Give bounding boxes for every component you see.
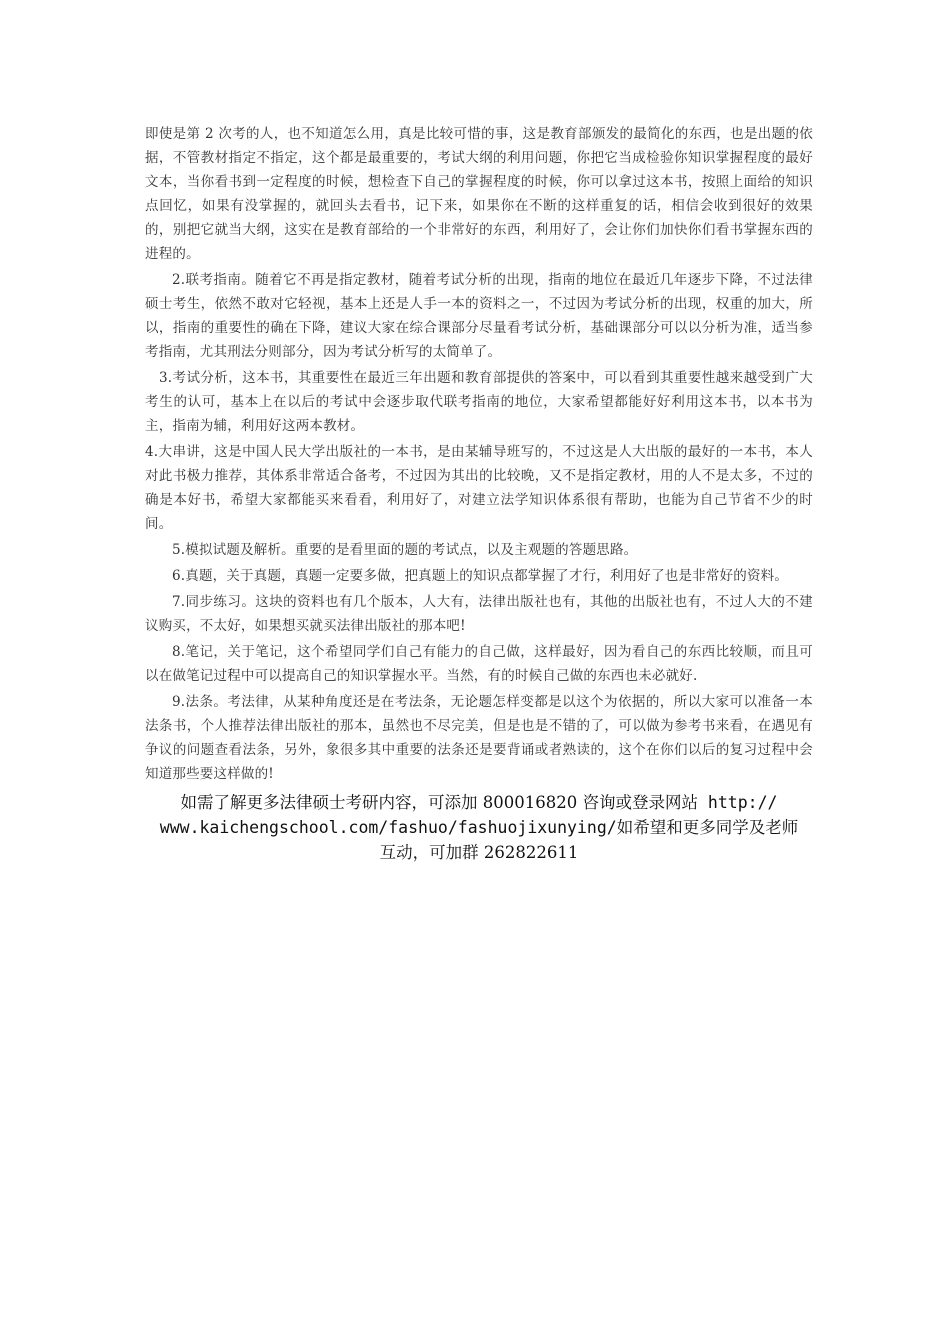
footer-line-2-text: 如希望和更多同学及老师	[616, 818, 799, 837]
paragraph-intro: 即使是第 2 次考的人，也不知道怎么用，真是比较可惜的事，这是教育部颁发的最简化的东西，也是出题的依据，不管教材指定不指定，这个都是最重要的，考试大纲的利用问题，你把它当成检验你知识掌握程度的最好文本，当你看书到一定程度的时候，想检查下自己的掌握程度的时候，你可以拿过这本书，按照上面给的知识点回忆，如果有没掌握的，就回头去看书，记下来，如果你在不断的这样重复的话，相信会收到很好的效果的，别把它就当大纲，这实在是教育部给的一个非常好的东西，利用好了，会让你们加快你们看书掌握东西的进程的。	[145, 126, 813, 262]
footer-url-path[interactable]: www.kaichengschool.com/fashuo/fashuojixunying/	[159, 818, 617, 837]
footer-line-1-text: 如需了解更多法律硕士考研内容，可添加 800016820 咨询或登录网站	[180, 793, 698, 812]
footer-line-2	[145, 815, 813, 840]
paragraph-item-6: 6.真题，关于真题，真题一定要多做，把真题上的知识点都掌握了才行，利用好了也是非常好的资料。	[172, 568, 789, 584]
footer-url-start[interactable]: http://	[698, 793, 778, 812]
paragraph-item-7: 7.同步练习。这块的资料也有几个版本，人大有，法律出版社也有，其他的出版社也有，不过人大的不建议购买，不太好，如果想买就买法律出版社的那本吧!	[145, 594, 813, 634]
paragraph-item-8: 8.笔记，关于笔记，这个希望同学们自己有能力的自己做，这样最好，因为看自己的东西比较顺，而且可以在做笔记过程中可以提高自己的知识掌握水平。当然，有的时候自己做的东西也未必就好.	[145, 644, 813, 684]
footer-line-1	[145, 790, 813, 815]
paragraph-item-3: 3.考试分析，这本书，其重要性在最近三年出题和教育部提供的答案中，可以看到其重要性越来越受到广大考生的认可，基本上在以后的考试中会逐步取代联考指南的地位，大家希望都能好好利用这本书，以本书为主，指南为辅，利用好这两本教材。	[145, 370, 813, 434]
paragraph-item-4: 4.大串讲，这是中国人民大学出版社的一本书，是由某辅导班写的，不过这是人大出版的最好的一本书，本人对此书极力推荐，其体系非常适合备考，不过因为其出的比较晚，又不是指定教材，用的人不是太多，不过的确是本好书，希望大家都能买来看看，利用好了，对建立法学知识体系很有帮助，也能为自己节省不少的时间。	[145, 444, 813, 532]
contact-footer	[145, 790, 813, 865]
paragraph-item-9: 9.法条。考法律，从某种角度还是在考法条，无论题怎样变都是以这个为依据的，所以大家可以准备一本法条书，个人推荐法律出版社的那本，虽然也不尽完美，但是也是不错的了，可以做为参考书来看，在遇见有争议的问题查看法条，另外，象很多其中重要的法条还是要背诵或者熟读的，这个在你们以后的复习过程中会知道那些要这样做的!	[145, 694, 813, 782]
footer-line-3: 互动，可加群 262822611	[379, 843, 579, 862]
paragraph-item-5: 5.模拟试题及解析。重要的是看里面的题的考试点，以及主观题的答题思路。	[172, 542, 638, 558]
paragraph-item-2: 2.联考指南。随着它不再是指定教材，随着考试分析的出现，指南的地位在最近几年逐步下降，不过法律硕士考生，依然不敢对它轻视，基本上还是人手一本的资料之一，不过因为考试分析的出现，权重的加大，所以，指南的重要性的确在下降，建议大家在综合课部分尽量看考试分析，基础课部分可以以分析为准，适当参考指南，尤其刑法分则部分，因为考试分析写的太简单了。	[145, 272, 813, 360]
document-page	[145, 122, 813, 865]
